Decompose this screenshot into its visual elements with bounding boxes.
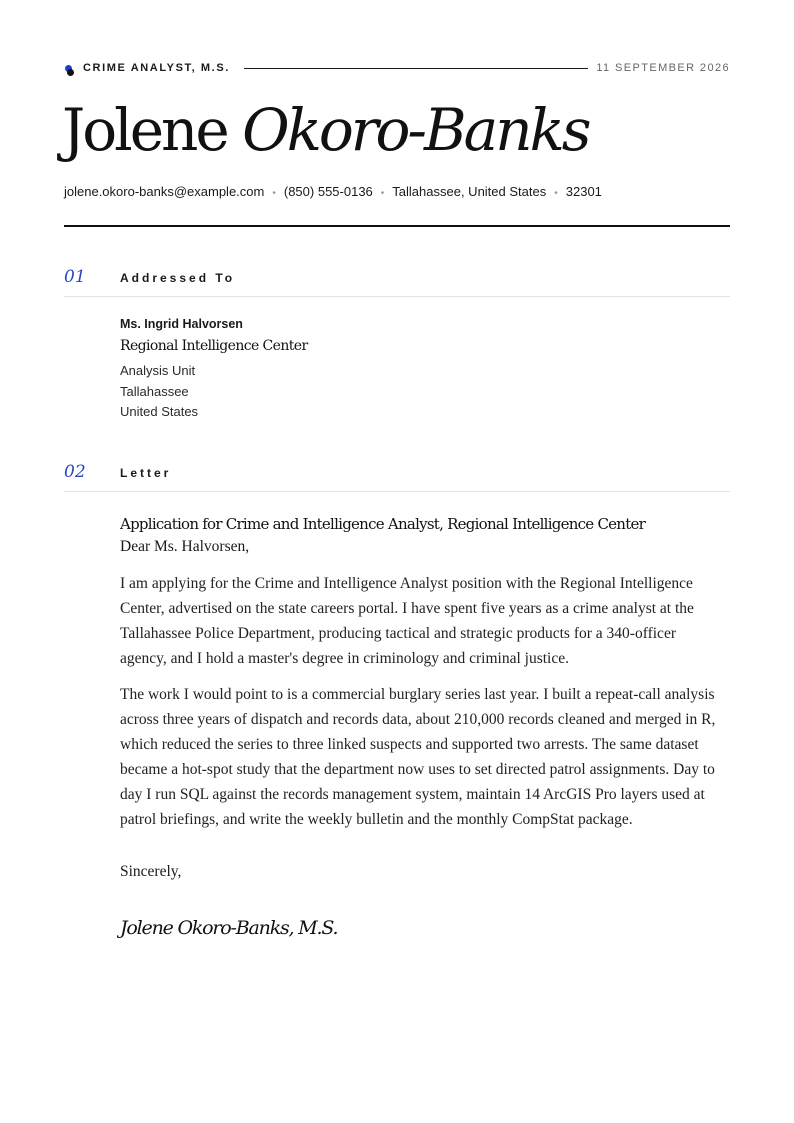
recipient-name: Ms. Ingrid Halvorsen: [120, 317, 243, 331]
section-number: 02: [64, 462, 86, 482]
contact-phone: (850) 555-0136: [283, 184, 373, 199]
header-divider: [244, 68, 588, 69]
contact-email: jolene.okoro-banks@example.com: [64, 184, 265, 199]
last-name: Okoro-Banks: [242, 96, 589, 164]
contact-separator: •: [272, 188, 276, 199]
black-dot: [67, 69, 74, 76]
first-name: Jolene: [62, 96, 227, 164]
section-label: Letter: [120, 466, 172, 480]
letter-paragraph: I am applying for the Crime and Intelligence Analyst position with the Regional Intelligence Center, advertised on the state careers portal. I have spent five years as a crime analyst at the Tallahassee Police Department, producing tactical and strategic products for a 340-officer agency, and I hold a master's degree in criminology and criminal justice.: [120, 575, 694, 667]
contact-postal: 32301: [565, 184, 602, 199]
brand-dots-icon: [64, 65, 74, 77]
letter-paragraph: The work I would point to is a commercial burglary series last year. I built a repeat-call analysis across three years of dispatch and records data, about 210,000 records cleaned and merged in R, which reduced the series to three linked suspects and supported two arrests. The same dataset became a hot-spot study that the department now uses to set directed patrol assignments. Day to day I run SQL against the records management system, maintain 14 ArcGIS Pro layers used at patrol briefings, and write the weekly bulletin and the monthly CompStat package.: [120, 686, 716, 828]
letter-closing: Sincerely,: [120, 863, 182, 880]
section-rule: [64, 491, 730, 492]
header-top-row: [64, 60, 730, 76]
recipient-address-line: Tallahassee: [120, 383, 189, 399]
section-rule: [64, 296, 730, 297]
contact-separator: •: [554, 188, 558, 199]
letter-subject: Application for Crime and Intelligence Analyst, Regional Intelligence Center: [120, 515, 646, 533]
section-label: Addressed To: [120, 271, 236, 285]
letter-salutation: Dear Ms. Halvorsen,: [120, 538, 250, 555]
recipient-address-line: United States: [120, 404, 199, 419]
applicant-name: [62, 92, 589, 168]
letter-body: [120, 512, 726, 941]
letter-signature: Jolene Okoro-Banks, M.S.: [120, 917, 338, 939]
recipient-organization: Regional Intelligence Center: [120, 338, 308, 354]
contact-separator: •: [380, 188, 385, 199]
recipient-address-line: Analysis Unit: [120, 363, 196, 378]
recipient-block: [120, 314, 720, 423]
contact-location: Tallahassee, United States: [392, 184, 547, 199]
role-title: CRIME ANALYST, M.S.: [83, 62, 230, 74]
contact-line: [64, 183, 602, 203]
letter-date: 11 SEPTEMBER 2026: [596, 62, 730, 74]
header-rule: [64, 225, 730, 227]
section-number: 01: [64, 267, 86, 287]
